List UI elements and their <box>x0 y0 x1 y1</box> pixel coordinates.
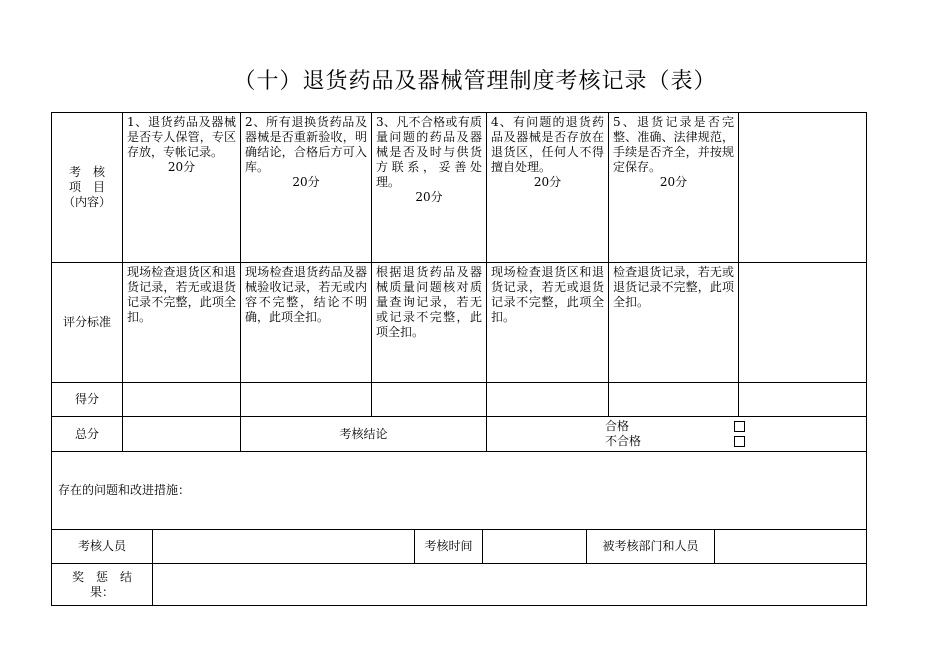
time-label: 考核时间 <box>415 530 483 564</box>
item-points: 20分 <box>292 175 320 189</box>
criteria-row-label: 评分标准 <box>52 263 123 383</box>
criteria-row <box>52 263 867 383</box>
item-row <box>52 113 867 263</box>
pass-checkbox[interactable] <box>734 421 745 432</box>
score-cell[interactable] <box>739 383 867 417</box>
criteria-cell: 现场检查退货区和退货记录，若无或退货记录不完整，此项全扣。 <box>487 263 609 383</box>
total-row-label: 总分 <box>52 417 123 452</box>
item-points: 20分 <box>415 190 443 204</box>
assessment-table <box>51 112 867 530</box>
item-text: 4、有问题的退货药品及器械是否存放在退货区，任何人不得擅自处理。 <box>491 115 604 174</box>
item-points: 20分 <box>167 160 196 174</box>
item-text: 5、退货记录是否完整、准确、法律规范，手续是否齐全，并按规定保存。 <box>613 115 734 174</box>
item-cell <box>487 113 609 263</box>
empty-cell <box>739 113 867 263</box>
conclusion-label: 考核结论 <box>241 417 487 452</box>
item-cell <box>123 113 241 263</box>
dept-label: 被考核部门和人员 <box>587 530 715 564</box>
score-row <box>52 383 867 417</box>
fail-checkbox[interactable] <box>734 436 745 447</box>
item-row-label: 考 核 项 目 （内容） <box>52 113 123 263</box>
criteria-cell: 现场检查退货区和退货记录，若无或退货记录不完整，此项全扣。 <box>123 263 241 383</box>
score-cell[interactable] <box>123 383 241 417</box>
reward-label: 奖 惩 结 果： <box>52 564 153 606</box>
examiner-field[interactable] <box>153 530 415 564</box>
option-fail[interactable] <box>605 434 745 449</box>
item-cell <box>609 113 739 263</box>
issues-row <box>52 452 867 530</box>
criteria-cell: 检查退货记录，若无或退货记录不完整，此项全扣。 <box>609 263 739 383</box>
item-points: 20分 <box>533 175 562 189</box>
item-text: 1、退货药品及器械是否专人保管，专区存放，专帐记录。 <box>127 115 236 159</box>
conclusion-options <box>487 417 867 452</box>
empty-cell <box>739 263 867 383</box>
item-text: 2、所有退换货药品及器械是否重新验收，明确结论，合格后方可入库。 <box>245 115 367 174</box>
score-cell[interactable] <box>609 383 739 417</box>
option-pass[interactable] <box>605 419 745 434</box>
score-cell[interactable] <box>487 383 609 417</box>
examiner-label: 考核人员 <box>52 530 153 564</box>
item-cell <box>372 113 487 263</box>
criteria-cell: 现场检查退货药品及器械验收记录，若无或内容不完整，结论不明确，此项全扣。 <box>241 263 372 383</box>
score-cell[interactable] <box>372 383 487 417</box>
score-cell[interactable] <box>241 383 372 417</box>
score-row-label: 得分 <box>52 383 123 417</box>
issues-label: 存在的问题和改进措施： <box>52 452 867 530</box>
page-title: （十）退货药品及器械管理制度考核记录（表） <box>233 69 717 94</box>
reward-field[interactable] <box>153 564 867 606</box>
criteria-cell: 根据退货药品及器械质量问题核对质量查询记录，若无或记录不完整，此项全扣。 <box>372 263 487 383</box>
footer-row <box>52 530 867 564</box>
time-field[interactable] <box>483 530 587 564</box>
reward-row <box>52 564 867 606</box>
option-fail-label: 不合格 <box>605 434 642 448</box>
option-pass-label: 合格 <box>605 419 630 433</box>
total-row <box>52 417 867 452</box>
footer-table <box>51 529 867 606</box>
item-cell <box>241 113 372 263</box>
item-text: 3、凡不合格或有质量问题的药品及器械是否及时与供货方联系，妥善处理。 <box>376 115 482 189</box>
total-score-cell[interactable] <box>123 417 241 452</box>
dept-field[interactable] <box>715 530 867 564</box>
item-points: 20分 <box>659 175 688 189</box>
